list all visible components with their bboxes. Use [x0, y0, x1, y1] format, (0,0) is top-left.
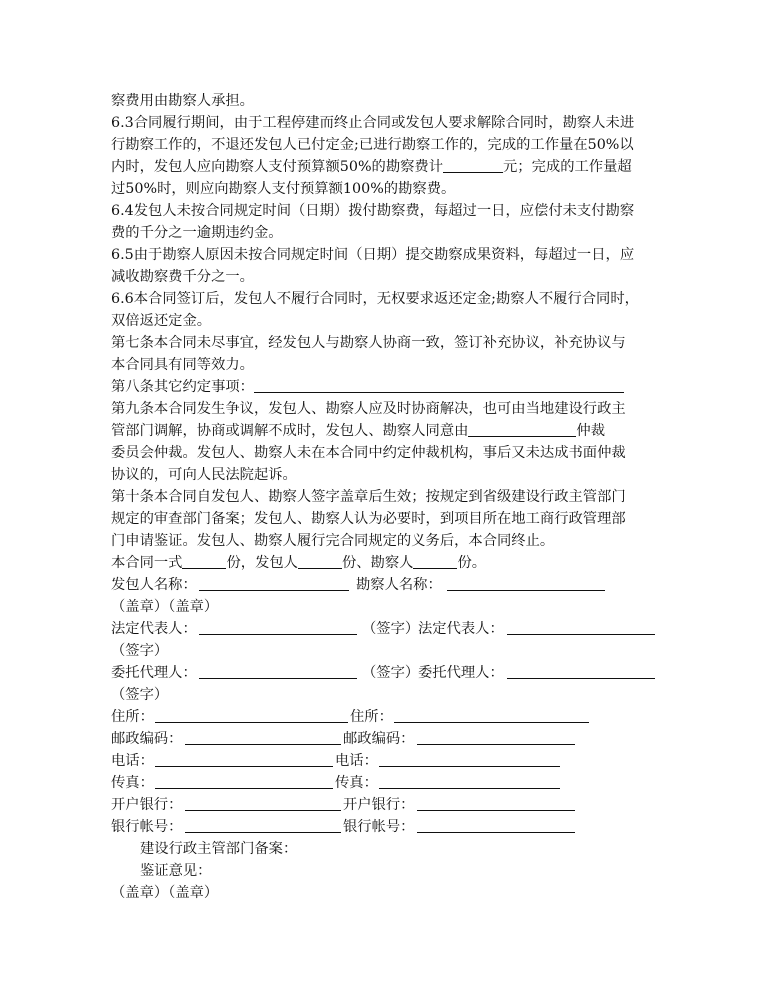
text-line: 6.4发包人未按合同规定时间（日期）拨付勘察费，每超过一日，应偿付未支付勘察: [111, 203, 635, 219]
surveyor-postcode-field[interactable]: [417, 728, 575, 750]
surveyor-phone-field[interactable]: [379, 750, 560, 772]
surveyor-address-field[interactable]: [394, 706, 589, 728]
sign-label: （签字）: [362, 621, 420, 637]
text-line: 减收勘察费千分之一。: [111, 269, 254, 285]
text-line: 协议的，可向人民法院起诉。: [111, 467, 297, 483]
legal-rep-label: 法定代表人：: [418, 621, 504, 637]
address-label: 住所：: [111, 709, 154, 725]
fee-amount-blank[interactable]: [443, 158, 503, 173]
text-segment: 管部门调解，协商或调解不成时，发包人、勘察人同意由: [111, 423, 469, 439]
legal-rep-label: 法定代表人：: [111, 621, 197, 637]
surveyor-account-field[interactable]: [417, 816, 575, 838]
text-line: 6.3合同履行期间，由于工程停建而终止合同或发包人要求解除合同时，勘察人未进: [111, 115, 635, 131]
text-line: 第十条本合同自发包人、勘察人签字盖章后生效；按规定到省级建设行政主管部门: [111, 489, 626, 505]
surveyor-legal-rep-field[interactable]: [507, 618, 655, 640]
surveyor-bank-field[interactable]: [417, 794, 575, 816]
issuer-name-field[interactable]: [199, 574, 349, 596]
arbitration-blank[interactable]: [468, 422, 576, 437]
surveyor-agent-field[interactable]: [507, 662, 655, 684]
text-segment: 内时，发包人应向勘察人支付预算额50%的勘察费计: [111, 159, 444, 175]
opinion-label: 鉴证意见：: [140, 863, 212, 879]
text-line: 过50%时，则应向勘察人支付预算额100%的勘察费。: [111, 181, 456, 197]
issuer-fax-field[interactable]: [155, 772, 333, 794]
text-segment: 份。: [457, 555, 487, 571]
text-line: 第九条本合同发生争议，发包人、勘察人应及时协商解决，也可由当地建设行政主: [111, 401, 626, 417]
text-line: 委员会仲裁。发包人、勘察人未在本合同中约定仲裁机构，事后又未达成书面仲裁: [111, 445, 626, 461]
seal-label-bottom: （盖章）（盖章）: [111, 885, 219, 901]
text-segment: 份、勘察人: [341, 555, 414, 571]
sign-label: （签字）: [362, 665, 420, 681]
fax-label: 传真：: [111, 775, 154, 791]
issuer-postcode-field[interactable]: [185, 728, 341, 750]
other-terms-blank[interactable]: [254, 378, 624, 393]
account-label: 银行帐号：: [343, 819, 415, 835]
filing-label: 建设行政主管部门备案：: [140, 841, 298, 857]
seal-label: （盖章）（盖章）: [111, 599, 219, 615]
issuer-address-field[interactable]: [155, 706, 348, 728]
surveyor-name-label: 勘察人名称：: [356, 577, 442, 593]
copies-line: [111, 552, 486, 574]
account-label: 银行帐号：: [111, 819, 183, 835]
issuer-name-label: 发包人名称：: [111, 577, 197, 593]
surveyor-fax-field[interactable]: [379, 772, 560, 794]
text-line: [111, 156, 632, 178]
text-line: 费的千分之一逾期违约金。: [111, 225, 283, 241]
issuer-legal-rep-field[interactable]: [199, 618, 357, 640]
surveyor-name-field[interactable]: [447, 574, 605, 596]
text-line: [111, 420, 605, 442]
issuer-agent-field[interactable]: [199, 662, 357, 684]
address-label: 住所：: [350, 709, 393, 725]
text-line: 双倍返还定金。: [111, 313, 212, 329]
text-line: 6.5由于勘察人原因未按合同规定时间（日期）提交勘察成果资料，每超过一日，应: [111, 247, 635, 263]
text-segment: 本合同一式: [111, 555, 183, 571]
text-line: [111, 376, 624, 398]
postcode-label: 邮政编码：: [111, 731, 183, 747]
copies-surveyor-blank[interactable]: [413, 554, 457, 569]
bank-label: 开户银行：: [111, 797, 183, 813]
postcode-label: 邮政编码：: [343, 731, 415, 747]
issuer-phone-field[interactable]: [155, 750, 333, 772]
text-line: 察费用由勘察人承担。: [111, 93, 254, 109]
fax-label: 传真：: [335, 775, 378, 791]
text-line: 6.6本合同签订后，发包人不履行合同时，无权要求返还定金;勘察人不履行合同时，: [111, 291, 639, 307]
text-line: 门申请鉴证。发包人、勘察人履行完合同规定的义务后，本合同终止。: [111, 533, 555, 549]
bank-label: 开户银行：: [343, 797, 415, 813]
text-segment: 仲裁: [576, 423, 606, 439]
agent-label: 委托代理人：: [418, 665, 504, 681]
text-line: 规定的审查部门备案；发包人、勘察人认为必要时，到项目所在地工商行政管理部: [111, 511, 626, 527]
agent-label: 委托代理人：: [111, 665, 197, 681]
text-segment: 第八条其它约定事项：: [111, 379, 254, 395]
text-line: 行勘察工作的，不退还发包人已付定金;已进行勘察工作的，完成的工作量在50%以: [111, 137, 634, 153]
sign-label: （签字）: [111, 687, 169, 703]
text-line: 本合同具有同等效力。: [111, 357, 254, 373]
text-segment: 元；完成的工作量超: [503, 159, 632, 175]
phone-label: 电话：: [335, 753, 378, 769]
issuer-bank-field[interactable]: [185, 794, 341, 816]
issuer-account-field[interactable]: [185, 816, 341, 838]
text-segment: 份，发包人: [226, 555, 298, 571]
text-line: 第七条本合同未尽事宜，经发包人与勘察人协商一致，签订补充协议，补充协议与: [111, 335, 626, 351]
copies-total-blank[interactable]: [182, 554, 226, 569]
phone-label: 电话：: [111, 753, 154, 769]
sign-label: （签字）: [111, 643, 169, 659]
copies-issuer-blank[interactable]: [298, 554, 342, 569]
